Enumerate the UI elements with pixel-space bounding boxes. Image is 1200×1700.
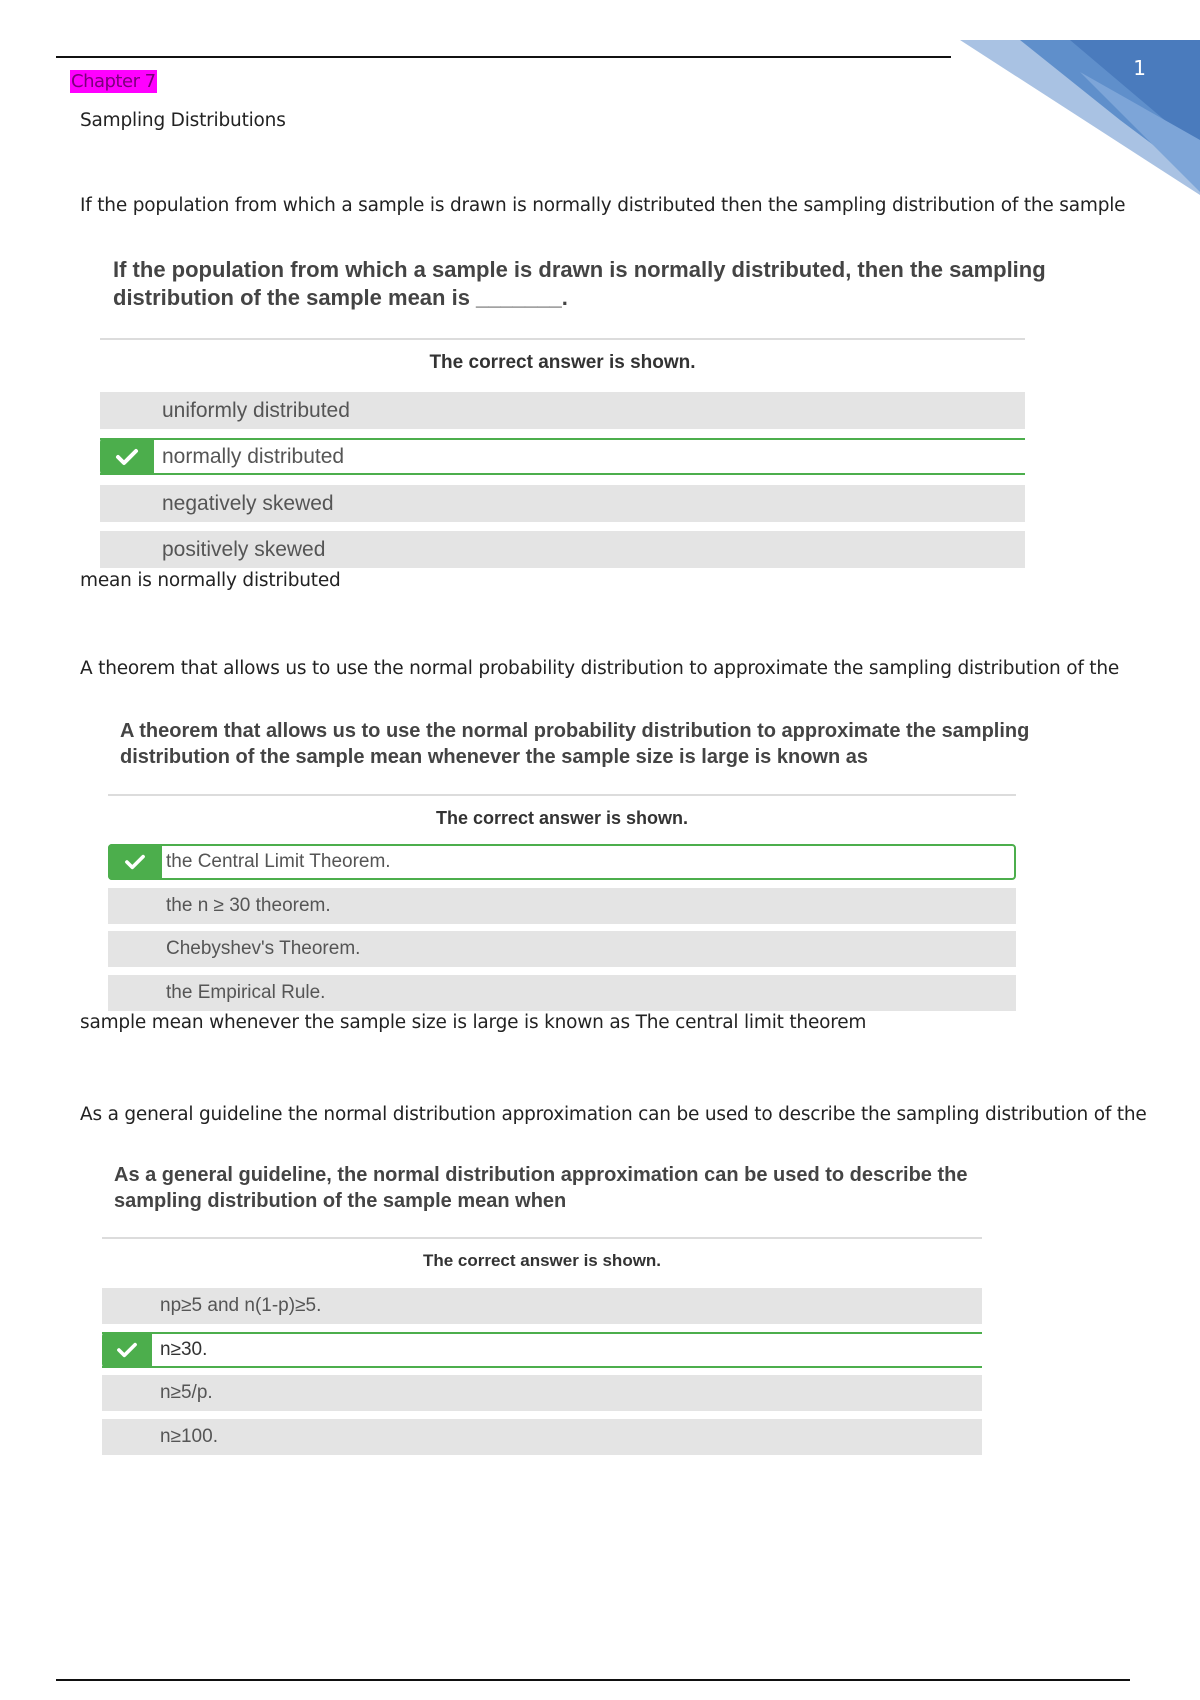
question-1-option-3[interactable] [100, 485, 1025, 522]
question-1-answer: mean is normally distributed [80, 570, 341, 591]
top-rule [56, 56, 951, 58]
question-2-status: The correct answer is shown. [435, 808, 689, 828]
question-3-option-1[interactable] [102, 1288, 982, 1324]
checkmark-icon [102, 1332, 152, 1368]
question-2-prompt-line2: distribution of the sample mean whenever the sample size is large is known as [120, 746, 868, 768]
option-label: np≥5 and n(1-p)≥5. [160, 1295, 322, 1316]
option-label: n≥100. [160, 1426, 218, 1447]
question-3-divider [102, 1237, 982, 1239]
question-1-option-2-correct[interactable] [100, 438, 1025, 475]
question-2-option-3[interactable] [108, 931, 1016, 967]
question-3-lead: As a general guideline the normal distribution approximation can be used to describe the sampling distribution of the [80, 1104, 1147, 1125]
question-2-option-1-correct[interactable] [108, 844, 1016, 880]
bottom-rule [56, 1679, 1130, 1681]
question-2-prompt-line1: A theorem that allows us to use the normal probability distribution to approximate the sampling [120, 720, 1030, 742]
question-1-option-1[interactable] [100, 392, 1025, 429]
question-2-prompt [120, 718, 1029, 770]
page-subtitle: Sampling Distributions [80, 110, 286, 131]
question-3-prompt-line2: sampling distribution of the sample mean when [114, 1190, 567, 1212]
question-1-option-4[interactable] [100, 531, 1025, 568]
option-label: positively skewed [162, 537, 326, 561]
option-label: the Empirical Rule. [166, 982, 326, 1003]
question-2-answer: sample mean whenever the sample size is large is known as The central limit theorem [80, 1012, 867, 1033]
option-label: n≥5/p. [160, 1382, 213, 1403]
option-label: negatively skewed [162, 491, 334, 515]
option-label: normally distributed [162, 444, 345, 468]
question-2-option-2[interactable] [108, 888, 1016, 924]
question-1-prompt-line2: distribution of the sample mean is _______. [113, 285, 568, 310]
option-label: Chebyshev's Theorem. [166, 938, 361, 959]
checkmark-icon [100, 438, 154, 475]
question-2-divider [108, 794, 1016, 796]
option-label: n≥30. [160, 1339, 208, 1360]
question-1-prompt [113, 256, 1046, 312]
question-1-lead: If the population from which a sample is drawn is normally distributed then the sampling distribution of the sample [80, 195, 1126, 216]
option-label: the Central Limit Theorem. [166, 851, 391, 872]
option-label: uniformly distributed [162, 398, 350, 422]
question-3-prompt [114, 1162, 968, 1214]
chapter-label: Chapter 7 [71, 71, 156, 92]
option-label: the n ≥ 30 theorem. [166, 895, 331, 916]
question-1-divider [100, 338, 1025, 340]
page-number: 1 [1133, 56, 1146, 80]
question-2-lead: A theorem that allows us to use the normal probability distribution to approximate the sampling distribution of the [80, 658, 1120, 679]
question-1-status: The correct answer is shown. [429, 352, 696, 373]
question-3-option-2-correct[interactable] [102, 1332, 982, 1368]
question-3-status: The correct answer is shown. [422, 1251, 662, 1270]
question-3-option-3[interactable] [102, 1375, 982, 1411]
question-3-prompt-line1: As a general guideline, the normal distribution approximation can be used to describe the [114, 1164, 968, 1186]
corner-decoration [960, 0, 1200, 200]
question-1-prompt-line1: If the population from which a sample is drawn is normally distributed, then the sampling [113, 257, 1046, 282]
question-3-option-4[interactable] [102, 1419, 982, 1455]
question-2-option-4[interactable] [108, 975, 1016, 1011]
checkmark-icon [108, 844, 162, 880]
